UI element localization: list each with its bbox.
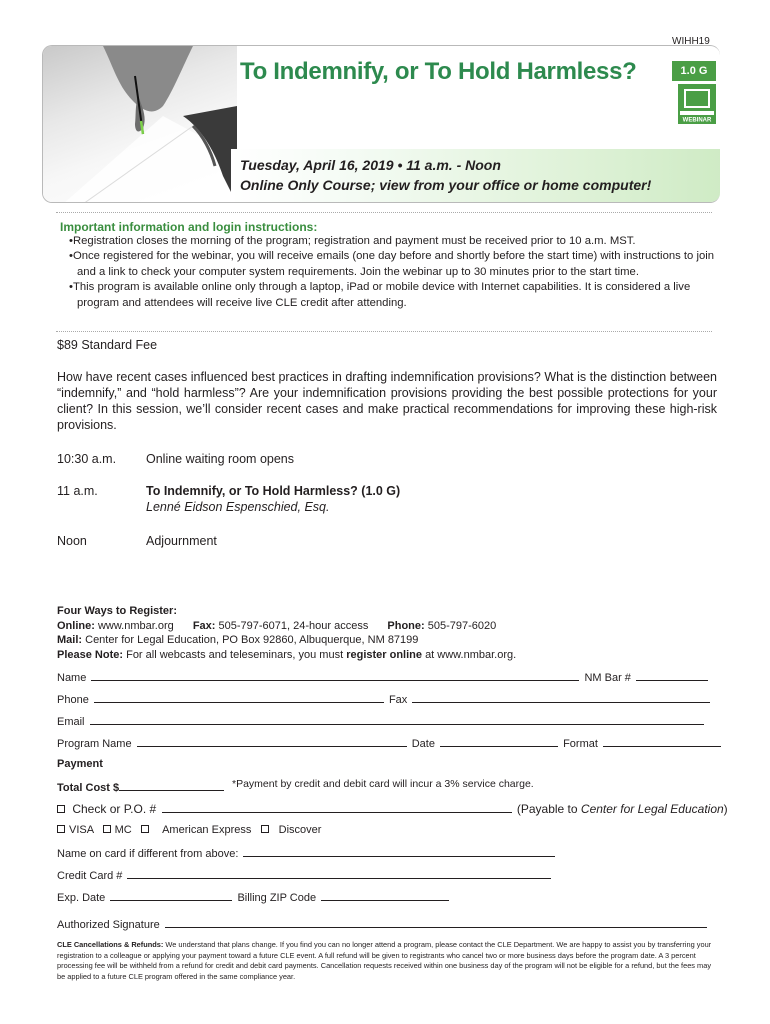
schedule-item: To Indemnify, or To Hold Harmless? (1.0 G) (146, 484, 401, 498)
fax-label: Fax: (192, 619, 216, 632)
note-text: For all webcasts and teleseminars, you must (126, 648, 344, 661)
date-label: Date (411, 738, 435, 750)
credit-card-row (57, 868, 553, 882)
info-item: • Once registered for the webinar, you will receive emails (one day before and shortly before the start time) with instructions to join and a link to check your computer system requirements. Join the webinar up to 30 minutes prior to the start time. (66, 249, 716, 280)
name-row (57, 670, 710, 684)
exp-date-label: Exp. Date (57, 892, 106, 904)
email-field[interactable] (90, 714, 704, 725)
standard-fee: $89 Standard Fee (57, 338, 158, 352)
phone-label: Phone (57, 694, 89, 706)
name-on-card-field[interactable] (243, 846, 555, 857)
event-date: Tuesday, April 16, 2019 • 11 a.m. - Noon (240, 157, 501, 173)
schedule-time: 11 a.m. (57, 484, 98, 498)
credit-card-label: Credit Card # (57, 870, 123, 882)
discover-label: Discover (278, 824, 322, 836)
total-cost-label: Total Cost $ (57, 782, 120, 794)
schedule-item: Adjournment (146, 534, 217, 548)
phone-value: 505-797-6020 (427, 619, 497, 632)
visa-label: VISA (69, 824, 94, 836)
total-cost-field[interactable] (119, 780, 224, 791)
phone-row (57, 692, 712, 706)
name-on-card-row (57, 846, 557, 860)
divider (56, 331, 712, 332)
card-type-row (57, 824, 321, 836)
amex-label: American Express (162, 824, 252, 836)
signature-row (57, 917, 709, 931)
program-name-field[interactable] (137, 736, 407, 747)
cancellation-text: We understand that plans change. If you find you can no longer attend a program, please contact the CLE Department. We are happy to assist you by transferring your registration to a colleague or applying your payment toward a future CLE event. A full refund will be given to registrants who cancel two or more business days before the program date. A 3 percent processing fee will be withheld from a refund for credit and debit card payments. Cancellation requests received within one business day of the program will not be eligible for a refund, but the fees may be applied to a future CLE program offered in the same compliance year. (57, 940, 712, 981)
check-label: Check or P.O. # (72, 802, 157, 816)
name-label: Name (57, 672, 87, 684)
info-heading: Important information and login instructions: (60, 220, 318, 234)
register-heading: Four Ways to Register: (57, 605, 177, 617)
divider (56, 212, 712, 213)
fax-value: 505-797-6071, 24-hour access (218, 619, 369, 632)
online-label: Online: (57, 619, 95, 632)
email-row (57, 714, 706, 728)
credit-card-field[interactable] (127, 868, 551, 879)
note-label: Please Note: (57, 648, 124, 661)
course-description: How have recent cases influenced best practices in drafting indemnification provisions? What is the distinction between “indemnify,” and “hold harmless”? Are your indemnification provisions providing the best possible protections for your client? In this session, we’ll consider recent cases and make practical recommendations for improving these high-risk provisions. (57, 370, 717, 432)
exp-row (57, 890, 451, 904)
note-text-end: at www.nmbar.org. (425, 648, 517, 661)
payable-close: ) (723, 802, 728, 816)
format-label: Format (563, 738, 598, 750)
format-field[interactable] (603, 736, 721, 747)
mail-value: Center for Legal Education, PO Box 92860, Albuquerque, NM 87199 (85, 634, 419, 646)
payable-to: Center for Legal Education (580, 802, 724, 816)
event-format: Online Only Course; view from your office or home computer! (240, 177, 652, 193)
total-row (57, 780, 226, 794)
check-number-field[interactable] (162, 802, 512, 813)
document-code: WIHH19 (672, 36, 710, 47)
discover-checkbox[interactable] (261, 825, 269, 833)
phone-field[interactable] (94, 692, 384, 703)
check-checkbox[interactable] (57, 805, 65, 813)
registration-info (57, 604, 717, 662)
info-item: • This program is available online only through a laptop, iPad or mobile device with Internet capabilities. It is considered a live program and attendees will receive live CLE credit after attending. (66, 280, 716, 311)
webinar-icon (678, 84, 716, 124)
nm-bar-field[interactable] (636, 670, 708, 681)
mc-label: MC (114, 824, 132, 836)
signature-field[interactable] (165, 917, 707, 928)
info-item: • Registration closes the morning of the program; registration and payment must be received prior to 10 a.m. MST. (66, 234, 716, 249)
program-name-label: Program Name (57, 738, 132, 750)
course-title: To Indemnify, or To Hold Harmless? (240, 58, 637, 85)
mc-checkbox[interactable] (103, 825, 111, 833)
billing-zip-label: Billing ZIP Code (237, 892, 317, 904)
program-row (57, 736, 723, 750)
fax-field[interactable] (412, 692, 710, 703)
name-field[interactable] (91, 670, 579, 681)
email-label: Email (57, 716, 85, 728)
cancellation-policy (57, 940, 717, 982)
card-fee-note: *Payment by credit and debit card will incur a 3% service charge. (232, 778, 534, 790)
credit-badge: 1.0 G (672, 61, 716, 81)
schedule-item: Online waiting room opens (146, 452, 294, 466)
payable-text: (Payable to (516, 802, 578, 816)
schedule-time: Noon (57, 534, 87, 548)
cancellation-label: CLE Cancellations & Refunds: (57, 940, 164, 949)
amex-checkbox[interactable] (141, 825, 149, 833)
phone-label: Phone: (387, 619, 425, 632)
mail-label: Mail: (57, 634, 83, 646)
note-emphasis: register online (346, 648, 422, 661)
schedule-speaker: Lenné Eidson Espenschied, Esq. (146, 500, 330, 514)
payment-heading: Payment (57, 758, 103, 770)
date-field[interactable] (440, 736, 558, 747)
check-row (57, 802, 728, 816)
nm-bar-label: NM Bar # (584, 672, 631, 684)
billing-zip-field[interactable] (321, 890, 449, 901)
info-list (66, 234, 716, 311)
exp-date-field[interactable] (110, 890, 232, 901)
schedule-time: 10:30 a.m. (57, 452, 117, 466)
fax-field-label: Fax (388, 694, 408, 706)
signature-label: Authorized Signature (57, 919, 160, 931)
webinar-badge-label: WEBINAR (682, 117, 712, 124)
online-value[interactable]: www.nmbar.org (97, 619, 174, 632)
writing-hand-photo (43, 46, 237, 203)
name-on-card-label: Name on card if different from above: (57, 848, 239, 860)
visa-checkbox[interactable] (57, 825, 65, 833)
